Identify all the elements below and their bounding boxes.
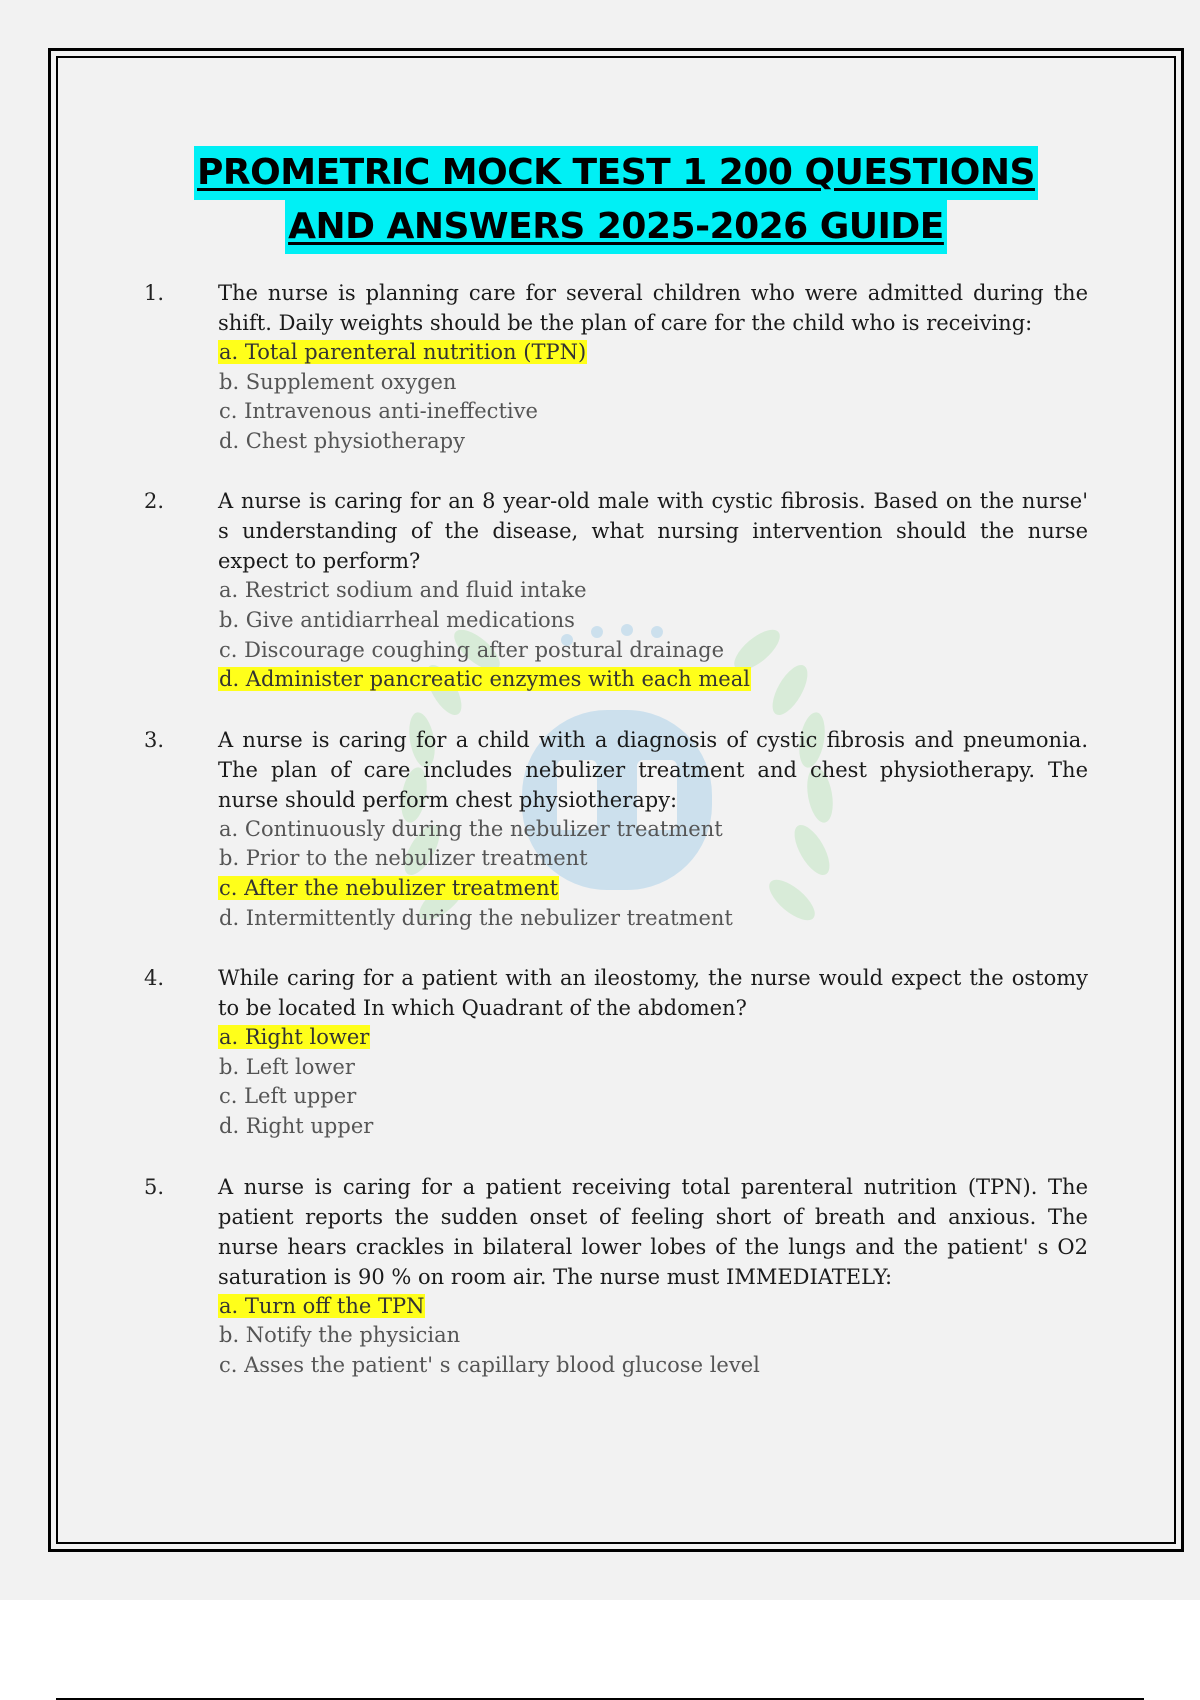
question-1 xyxy=(144,278,1088,456)
question-3 xyxy=(144,725,1088,933)
answer-option-text: d. Right upper xyxy=(219,1113,374,1138)
question-body xyxy=(218,725,1088,933)
document-title xyxy=(120,146,1112,254)
answer-option xyxy=(218,665,1088,695)
answer-option-text: a. Right lower xyxy=(219,1025,370,1050)
answer-option-text: b. Supplement oxygen xyxy=(219,369,457,394)
answer-option xyxy=(218,1321,1088,1351)
answer-option xyxy=(218,1112,1088,1142)
question-body xyxy=(218,1172,1088,1381)
answer-option xyxy=(218,576,1088,606)
answer-option-text: c. After the nebulizer treatment xyxy=(219,875,559,900)
answer-option xyxy=(218,1082,1088,1112)
answer-option-text: a. Total parenteral nutrition (TPN) xyxy=(219,340,587,364)
title-line-2: AND ANSWERS 2025-2026 GUIDE xyxy=(285,200,947,254)
answer-option-text: b. Prior to the nebulizer treatment xyxy=(219,846,588,871)
answer-option-text: c. Intravenous anti-ineffective xyxy=(219,399,538,424)
question-text: A nurse is caring for a child with a diagnosis of cystic fibrosis and pneumonia. The plan of care includes nebulizer treatment and chest physiotherapy. The nurse should perform chest physiotherapy: xyxy=(218,727,1088,812)
question-text: While caring for a patient with an ileostomy, the nurse would expect the ostomy to be located In which Quadrant of the abdomen? xyxy=(218,966,1088,1021)
answer-option xyxy=(218,1053,1088,1083)
answer-option xyxy=(218,1023,1088,1053)
question-text: The nurse is planning care for several children who were admitted during the shift. Daily weights should be the plan of care for the child who is receiving: xyxy=(218,281,1088,335)
answer-option-text: b. Give antidiarrheal medications xyxy=(219,607,575,632)
answer-option xyxy=(218,1292,1088,1322)
answer-option-text: c. Left upper xyxy=(219,1084,357,1109)
answer-option xyxy=(218,904,1088,934)
question-2 xyxy=(144,486,1088,694)
answer-option xyxy=(218,815,1088,845)
question-number: 2. xyxy=(144,489,165,514)
question-text: A nurse is caring for a patient receiving total parenteral nutrition (TPN). The patient reports the sudden onset of feeling short of breath and anxious. The nurse hears crackles in bilateral lower lobes of the lungs and the patient' s O2 saturation is 90 % on room air. The nurse must IMMEDIATELY: xyxy=(218,1174,1088,1289)
answer-option xyxy=(218,874,1088,904)
question-text: A nurse is caring for an 8 year-old male with cystic fibrosis. Based on the nurse' s understanding of the disease, what nursing intervention should the nurse expect to perform? xyxy=(218,489,1088,574)
answer-option-text: b. Left lower xyxy=(219,1054,355,1079)
question-body xyxy=(218,278,1088,456)
title-line-1: PROMETRIC MOCK TEST 1 200 QUESTIONS xyxy=(194,146,1038,200)
question-number: 4. xyxy=(144,966,165,991)
answer-option-text: d. Chest physiotherapy xyxy=(219,428,465,453)
answer-option-text: d. Administer pancreatic enzymes with each meal xyxy=(219,667,750,692)
answer-option xyxy=(218,338,1088,368)
answer-option xyxy=(218,397,1088,427)
answer-option xyxy=(218,368,1088,398)
question-4 xyxy=(144,963,1088,1141)
answer-option-text: d. Intermittently during the nebulizer treatment xyxy=(219,905,733,930)
answer-option-text: a. Restrict sodium and fluid intake xyxy=(219,578,587,603)
question-number: 5. xyxy=(144,1174,165,1199)
question-body xyxy=(218,486,1088,694)
question-5 xyxy=(144,1172,1088,1381)
answer-option xyxy=(218,427,1088,457)
answer-option xyxy=(218,1351,1088,1381)
answer-option-text: a. Turn off the TPN xyxy=(219,1293,425,1318)
answer-option xyxy=(218,636,1088,666)
answer-option xyxy=(218,844,1088,874)
question-number: 3. xyxy=(144,727,165,752)
answer-option-text: a. Continuously during the nebulizer treatment xyxy=(219,816,723,841)
question-body xyxy=(218,963,1088,1141)
question-list xyxy=(144,278,1088,1410)
answer-option-text: b. Notify the physician xyxy=(219,1323,461,1348)
question-number: 1. xyxy=(144,281,165,305)
answer-option-text: c. Discourage coughing after postural drainage xyxy=(219,637,725,662)
answer-option xyxy=(218,606,1088,636)
answer-option-text: c. Asses the patient' s capillary blood glucose level xyxy=(219,1352,760,1377)
